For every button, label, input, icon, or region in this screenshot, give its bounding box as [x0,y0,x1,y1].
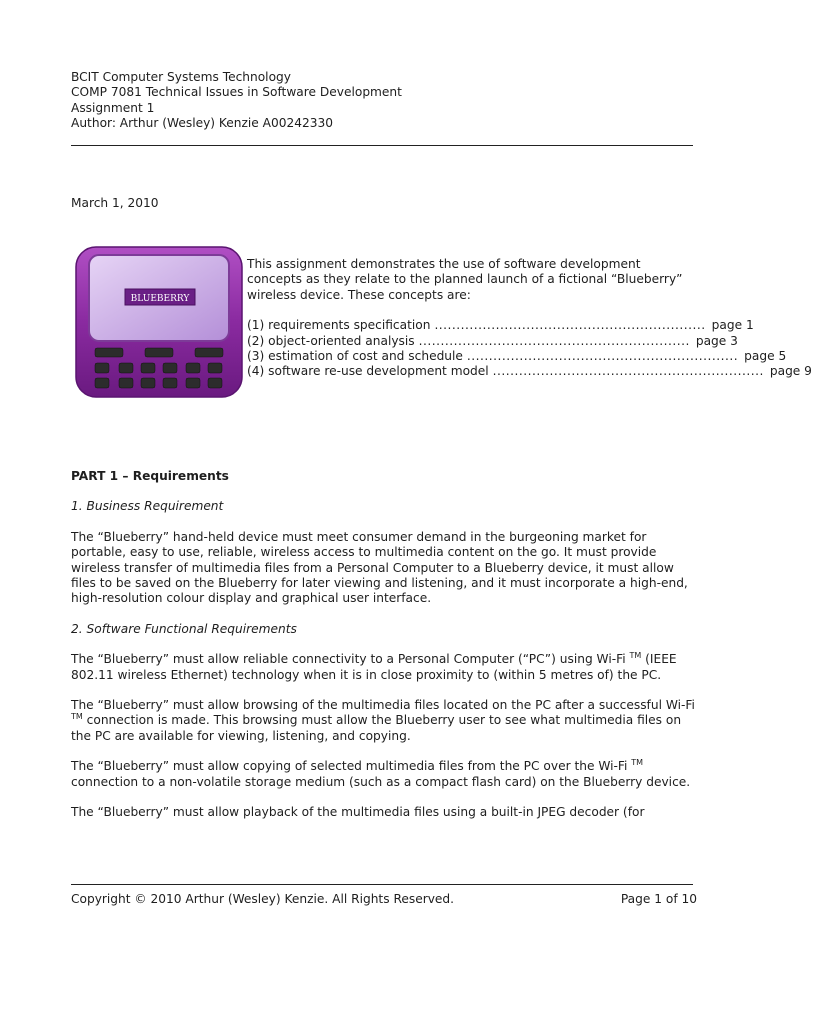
intro-paragraph: This assignment demonstrates the use of software development concepts as they relate to the planned launch of a fictional “Blueberry” wireless device. These concepts are: [247,257,683,302]
document-body [71,469,697,836]
table-of-contents [247,318,812,380]
intro-section [247,257,812,380]
functional-paragraph: The “Blueberry” must allow reliable connectivity to a Personal Computer (“PC”) using Wi-Fi ™ (IEEE 802.11 wireless Ethernet) technology when it is in close proximity to (within 5 metres of) the PC. [71,651,677,682]
toc-page: page 1 [711,318,754,333]
toc-entry: (2) object-oriented analysis .............................................................. page 3 [247,334,699,349]
blueberry-device-illustration [75,246,243,398]
header-assignment: Assignment 1 [71,100,155,115]
footer-divider [71,884,693,885]
document-footer [71,892,697,907]
functional-requirements-heading: 2. Software Functional Requirements [71,621,297,636]
toc-entry: (3) estimation of cost and schedule .............................................................. page 5 [247,349,699,364]
header-institution: BCIT Computer Systems Technology [71,70,291,84]
toc-entry: (4) software re-use development model .............................................................. page 9 [247,364,699,379]
toc-page: page 5 [744,349,787,364]
business-requirement-heading: 1. Business Requirement [71,499,224,514]
footer-page-number: Page 1 of 10 [620,892,697,906]
functional-paragraph: The “Blueberry” must allow playback of the multimedia files using a built-in JPEG decoder (for [71,805,645,820]
header-author: Author: Arthur (Wesley) Kenzie A00242330 [71,116,334,131]
trademark-mark: TM [631,758,644,768]
trademark-mark: TM [71,712,83,722]
business-requirement-text: The “Blueberry” hand-held device must meet consumer demand in the burgeoning market for portable, easy to use, reliable, wireless access to multimedia content on the go. It must provide wireless transfer of multimedia files from a Personal Computer to a Blueberry device, it must allow files to be saved on the Blueberry for later viewing and listening, and it must incorporate a high-end, high-resolution colour display and graphical user interface. [71,529,688,606]
functional-paragraph: The “Blueberry” must allow browsing of the multimedia files located on the PC after a successful Wi-Fi ™ connection is made. This browsing must allow the Blueberry user to see what multimedia files on the PC are available for viewing, listening, and copying. [71,698,695,743]
device-screen-label: BLUEBERRY [130,294,190,304]
toc-item: (4) software re-use development model [247,364,489,379]
toc-page: page 3 [695,333,738,348]
document-header [71,70,693,132]
document-date: March 1, 2010 [71,196,159,210]
header-divider [71,145,693,146]
header-course: COMP 7081 Technical Issues in Software Development [71,85,402,100]
part1-heading: PART 1 – Requirements [71,469,229,483]
trademark-mark: TM [629,651,642,661]
toc-item: (1) requirements specification [247,318,431,333]
toc-page: page 9 [769,364,812,379]
toc-item: (3) estimation of cost and schedule [247,349,463,364]
toc-item: (2) object-oriented analysis [247,333,415,348]
toc-entry: (1) requirements specification .............................................................. page 1 [247,318,699,333]
footer-copyright: Copyright © 2010 Arthur (Wesley) Kenzie. All Rights Reserved. [71,892,455,906]
functional-paragraph: The “Blueberry” must allow copying of selected multimedia files from the PC over the Wi-Fi ™ connection to a non-volatile storage medium (such as a compact flash card) on the Blueberry device. [71,758,691,789]
